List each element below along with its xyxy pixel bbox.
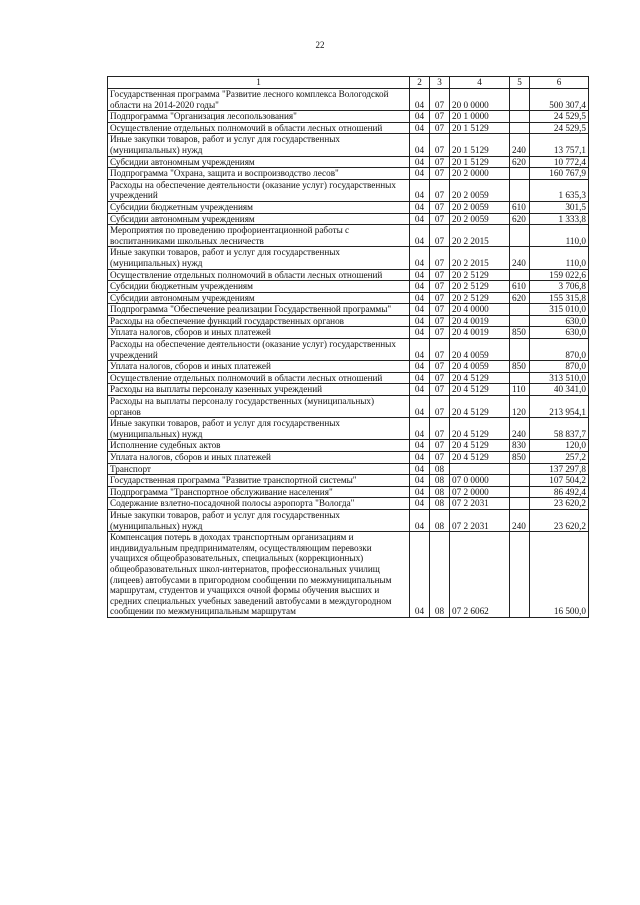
row-section: 04 <box>410 339 430 361</box>
row-expense-type: 850 <box>510 361 530 373</box>
row-target-code: 20 2 0000 <box>450 168 510 180</box>
row-name: Уплата налогов, сборов и иных платежей <box>108 327 410 339</box>
row-target-code: 20 4 5129 <box>450 440 510 452</box>
row-target-code: 20 4 5129 <box>450 418 510 440</box>
row-section: 04 <box>410 247 430 269</box>
row-section: 04 <box>410 498 430 510</box>
header-col-2: 2 <box>410 77 430 89</box>
row-section: 04 <box>410 213 430 225</box>
table-row <box>108 304 589 316</box>
table-row <box>108 168 589 180</box>
row-expense-type <box>510 475 530 487</box>
row-amount: 213 954,1 <box>530 396 589 418</box>
row-target-code: 20 4 5129 <box>450 384 510 396</box>
row-name: Субсидии автономным учреждениям <box>108 156 410 168</box>
row-name: Расходы на обеспечение деятельности (оказание услуг) государственных учреждений <box>108 179 410 201</box>
row-target-code: 07 2 2031 <box>450 509 510 531</box>
row-amount: 10 772,4 <box>530 156 589 168</box>
table-row <box>108 339 589 361</box>
row-target-code: 20 4 0000 <box>450 304 510 316</box>
table-row <box>108 384 589 396</box>
row-target-code: 20 1 5129 <box>450 156 510 168</box>
row-target-code: 20 4 5129 <box>450 372 510 384</box>
row-subsection: 07 <box>430 292 450 304</box>
row-section: 04 <box>410 156 430 168</box>
row-section: 04 <box>410 440 430 452</box>
table-row <box>108 292 589 304</box>
row-section: 04 <box>410 201 430 213</box>
row-expense-type <box>510 179 530 201</box>
table-row <box>108 247 589 269</box>
table-row <box>108 225 589 247</box>
table-row <box>108 463 589 475</box>
row-section: 04 <box>410 486 430 498</box>
row-name: Государственная программа "Развитие транспортной системы" <box>108 475 410 487</box>
row-amount: 23 620,2 <box>530 509 589 531</box>
row-name: Расходы на обеспечение деятельности (оказание услуг) государственных учреждений <box>108 339 410 361</box>
row-name: Субсидии автономным учреждениям <box>108 213 410 225</box>
row-expense-type <box>510 372 530 384</box>
row-amount: 630,0 <box>530 315 589 327</box>
row-name: Иные закупки товаров, работ и услуг для государственных (муниципальных) нужд <box>108 509 410 531</box>
row-section: 04 <box>410 361 430 373</box>
row-section: 04 <box>410 168 430 180</box>
row-target-code: 20 2 0059 <box>450 213 510 225</box>
row-amount: 301,5 <box>530 201 589 213</box>
row-expense-type: 240 <box>510 247 530 269</box>
row-name: Компенсация потерь в доходах транспортным организациям и индивидуальным предпринимателям, осуществляющим перевозки учащихся общеобразовательных, специальных (коррекционных) общеобразовательных школ-интернатов, профессиональных училищ (лицеев) автобусами в пригородном сообщении по межмуниципальным маршрутам, студентов и учащихся очной формы обучения высших и средних специальных учебных заведений автобусами в междугородном сообщении по межмуниципальным маршрутам <box>108 532 410 618</box>
row-amount: 107 504,2 <box>530 475 589 487</box>
row-expense-type: 240 <box>510 134 530 156</box>
row-section: 04 <box>410 509 430 531</box>
table-row <box>108 372 589 384</box>
table-row <box>108 418 589 440</box>
row-section: 04 <box>410 372 430 384</box>
row-target-code: 07 2 2031 <box>450 498 510 510</box>
row-amount: 40 341,0 <box>530 384 589 396</box>
row-subsection: 07 <box>430 156 450 168</box>
row-amount: 630,0 <box>530 327 589 339</box>
row-name: Иные закупки товаров, работ и услуг для государственных (муниципальных) нужд <box>108 134 410 156</box>
row-target-code: 20 2 2015 <box>450 247 510 269</box>
row-subsection: 07 <box>430 281 450 293</box>
table-row <box>108 486 589 498</box>
table-row <box>108 361 589 373</box>
table-row <box>108 179 589 201</box>
row-subsection: 07 <box>430 269 450 281</box>
row-amount: 110,0 <box>530 225 589 247</box>
row-target-code: 20 2 5129 <box>450 292 510 304</box>
row-name: Иные закупки товаров, работ и услуг для государственных (муниципальных) нужд <box>108 418 410 440</box>
row-subsection: 07 <box>430 89 450 111</box>
table-row <box>108 156 589 168</box>
row-expense-type: 120 <box>510 396 530 418</box>
row-amount: 160 767,9 <box>530 168 589 180</box>
table-row <box>108 213 589 225</box>
row-subsection: 07 <box>430 339 450 361</box>
row-subsection: 07 <box>430 111 450 123</box>
row-section: 04 <box>410 179 430 201</box>
row-amount: 110,0 <box>530 247 589 269</box>
row-name: Осуществление отдельных полномочий в области лесных отношений <box>108 269 410 281</box>
row-target-code: 20 1 5129 <box>450 122 510 134</box>
row-expense-type <box>510 111 530 123</box>
row-section: 04 <box>410 111 430 123</box>
row-expense-type: 610 <box>510 281 530 293</box>
table-row <box>108 440 589 452</box>
table-row <box>108 315 589 327</box>
row-target-code: 07 2 6062 <box>450 532 510 618</box>
row-amount: 1 635,3 <box>530 179 589 201</box>
row-subsection: 07 <box>430 315 450 327</box>
row-name: Транспорт <box>108 463 410 475</box>
table-row <box>108 281 589 293</box>
row-expense-type: 610 <box>510 201 530 213</box>
row-subsection: 07 <box>430 179 450 201</box>
row-amount: 24 529,5 <box>530 122 589 134</box>
row-expense-type <box>510 225 530 247</box>
row-target-code: 20 4 0059 <box>450 339 510 361</box>
row-name: Государственная программа "Развитие лесного комплекса Вологодской области на 2014-2020 годы" <box>108 89 410 111</box>
row-expense-type: 830 <box>510 440 530 452</box>
row-name: Иные закупки товаров, работ и услуг для государственных (муниципальных) нужд <box>108 247 410 269</box>
row-name: Уплата налогов, сборов и иных платежей <box>108 361 410 373</box>
header-col-1: 1 <box>108 77 410 89</box>
row-amount: 870,0 <box>530 361 589 373</box>
row-target-code: 07 0 0000 <box>450 475 510 487</box>
row-expense-type <box>510 498 530 510</box>
row-target-code: 20 2 5129 <box>450 269 510 281</box>
row-subsection: 07 <box>430 440 450 452</box>
header-col-6: 6 <box>530 77 589 89</box>
row-section: 04 <box>410 532 430 618</box>
header-col-3: 3 <box>430 77 450 89</box>
row-amount: 86 492,4 <box>530 486 589 498</box>
row-expense-type <box>510 122 530 134</box>
row-section: 04 <box>410 418 430 440</box>
row-target-code: 20 4 0019 <box>450 315 510 327</box>
row-subsection: 08 <box>430 498 450 510</box>
row-target-code: 20 1 5129 <box>450 134 510 156</box>
row-amount: 500 307,4 <box>530 89 589 111</box>
row-section: 04 <box>410 134 430 156</box>
row-target-code: 20 0 0000 <box>450 89 510 111</box>
row-name: Субсидии автономным учреждениям <box>108 292 410 304</box>
row-expense-type <box>510 463 530 475</box>
row-subsection: 08 <box>430 532 450 618</box>
row-section: 04 <box>410 327 430 339</box>
row-amount: 58 837,7 <box>530 418 589 440</box>
row-expense-type: 240 <box>510 509 530 531</box>
row-target-code: 20 4 5129 <box>450 396 510 418</box>
row-expense-type: 620 <box>510 292 530 304</box>
row-section: 04 <box>410 315 430 327</box>
table-row <box>108 452 589 464</box>
row-expense-type: 620 <box>510 156 530 168</box>
row-expense-type <box>510 168 530 180</box>
table-row <box>108 269 589 281</box>
row-expense-type <box>510 89 530 111</box>
row-amount: 13 757,1 <box>530 134 589 156</box>
table-row <box>108 509 589 531</box>
row-expense-type <box>510 486 530 498</box>
row-subsection: 07 <box>430 247 450 269</box>
row-subsection: 07 <box>430 396 450 418</box>
row-name: Субсидии бюджетным учреждениям <box>108 281 410 293</box>
row-subsection: 07 <box>430 213 450 225</box>
row-target-code: 20 4 5129 <box>450 452 510 464</box>
row-subsection: 07 <box>430 372 450 384</box>
row-amount: 155 315,8 <box>530 292 589 304</box>
row-section: 04 <box>410 475 430 487</box>
row-section: 04 <box>410 122 430 134</box>
row-section: 04 <box>410 292 430 304</box>
row-amount: 3 706,8 <box>530 281 589 293</box>
row-expense-type: 620 <box>510 213 530 225</box>
row-name: Расходы на выплаты персоналу казенных учреждений <box>108 384 410 396</box>
row-subsection: 07 <box>430 452 450 464</box>
table-row <box>108 396 589 418</box>
row-section: 04 <box>410 396 430 418</box>
row-name: Подпрограмма "Транспортное обслуживание населения" <box>108 486 410 498</box>
row-expense-type <box>510 532 530 618</box>
row-amount: 257,2 <box>530 452 589 464</box>
row-amount: 1 333,8 <box>530 213 589 225</box>
row-expense-type: 110 <box>510 384 530 396</box>
table-row <box>108 498 589 510</box>
row-expense-type <box>510 339 530 361</box>
row-subsection: 07 <box>430 201 450 213</box>
row-section: 04 <box>410 452 430 464</box>
row-section: 04 <box>410 304 430 316</box>
table-row <box>108 134 589 156</box>
table-header-row <box>108 77 589 89</box>
row-name: Подпрограмма "Обеспечение реализации Государственной программы" <box>108 304 410 316</box>
table-row <box>108 475 589 487</box>
row-subsection: 07 <box>430 304 450 316</box>
row-name: Расходы на обеспечение функций государственных органов <box>108 315 410 327</box>
row-amount: 137 297,8 <box>530 463 589 475</box>
row-subsection: 07 <box>430 361 450 373</box>
row-expense-type <box>510 315 530 327</box>
row-subsection: 08 <box>430 475 450 487</box>
table-row <box>108 327 589 339</box>
row-expense-type <box>510 269 530 281</box>
header-col-4: 4 <box>450 77 510 89</box>
table-row <box>108 201 589 213</box>
row-name: Подпрограмма "Охрана, защита и воспроизводство лесов" <box>108 168 410 180</box>
row-target-code: 20 2 0059 <box>450 179 510 201</box>
row-name: Уплата налогов, сборов и иных платежей <box>108 452 410 464</box>
row-target-code: 20 2 5129 <box>450 281 510 293</box>
row-target-code <box>450 463 510 475</box>
row-expense-type: 850 <box>510 327 530 339</box>
row-target-code: 07 2 0000 <box>450 486 510 498</box>
row-name: Осуществление отдельных полномочий в области лесных отношений <box>108 372 410 384</box>
row-expense-type: 850 <box>510 452 530 464</box>
row-target-code: 20 4 0019 <box>450 327 510 339</box>
table-row <box>108 89 589 111</box>
table-row <box>108 532 589 618</box>
row-subsection: 07 <box>430 418 450 440</box>
row-expense-type <box>510 304 530 316</box>
row-target-code: 20 4 0059 <box>450 361 510 373</box>
row-name: Подпрограмма "Организация лесопользования" <box>108 111 410 123</box>
row-name: Осуществление отдельных полномочий в области лесных отношений <box>108 122 410 134</box>
row-amount: 313 510,0 <box>530 372 589 384</box>
row-name: Мероприятия по проведению профориентационной работы с воспитанниками школьных лесничеств <box>108 225 410 247</box>
row-subsection: 07 <box>430 122 450 134</box>
row-subsection: 07 <box>430 168 450 180</box>
row-subsection: 08 <box>430 463 450 475</box>
table-row <box>108 111 589 123</box>
row-amount: 23 620,2 <box>530 498 589 510</box>
row-section: 04 <box>410 463 430 475</box>
row-subsection: 08 <box>430 486 450 498</box>
row-name: Исполнение судебных актов <box>108 440 410 452</box>
row-amount: 24 529,5 <box>530 111 589 123</box>
page-number: 22 <box>315 40 325 50</box>
row-expense-type: 240 <box>510 418 530 440</box>
row-target-code: 20 1 0000 <box>450 111 510 123</box>
row-name: Субсидии бюджетным учреждениям <box>108 201 410 213</box>
row-amount: 16 500,0 <box>530 532 589 618</box>
row-section: 04 <box>410 281 430 293</box>
row-amount: 159 022,6 <box>530 269 589 281</box>
header-col-5: 5 <box>510 77 530 89</box>
budget-table <box>107 76 589 618</box>
row-amount: 870,0 <box>530 339 589 361</box>
row-name: Содержание взлетно-посадочной полосы аэропорта "Вологда" <box>108 498 410 510</box>
row-subsection: 08 <box>430 509 450 531</box>
row-target-code: 20 2 0059 <box>450 201 510 213</box>
row-amount: 315 010,0 <box>530 304 589 316</box>
row-section: 04 <box>410 269 430 281</box>
row-name: Расходы на выплаты персоналу государственных (муниципальных) органов <box>108 396 410 418</box>
row-target-code: 20 2 2015 <box>450 225 510 247</box>
row-section: 04 <box>410 384 430 396</box>
row-subsection: 07 <box>430 327 450 339</box>
table-row <box>108 122 589 134</box>
row-section: 04 <box>410 89 430 111</box>
row-amount: 120,0 <box>530 440 589 452</box>
row-subsection: 07 <box>430 225 450 247</box>
row-subsection: 07 <box>430 384 450 396</box>
row-section: 04 <box>410 225 430 247</box>
row-subsection: 07 <box>430 134 450 156</box>
